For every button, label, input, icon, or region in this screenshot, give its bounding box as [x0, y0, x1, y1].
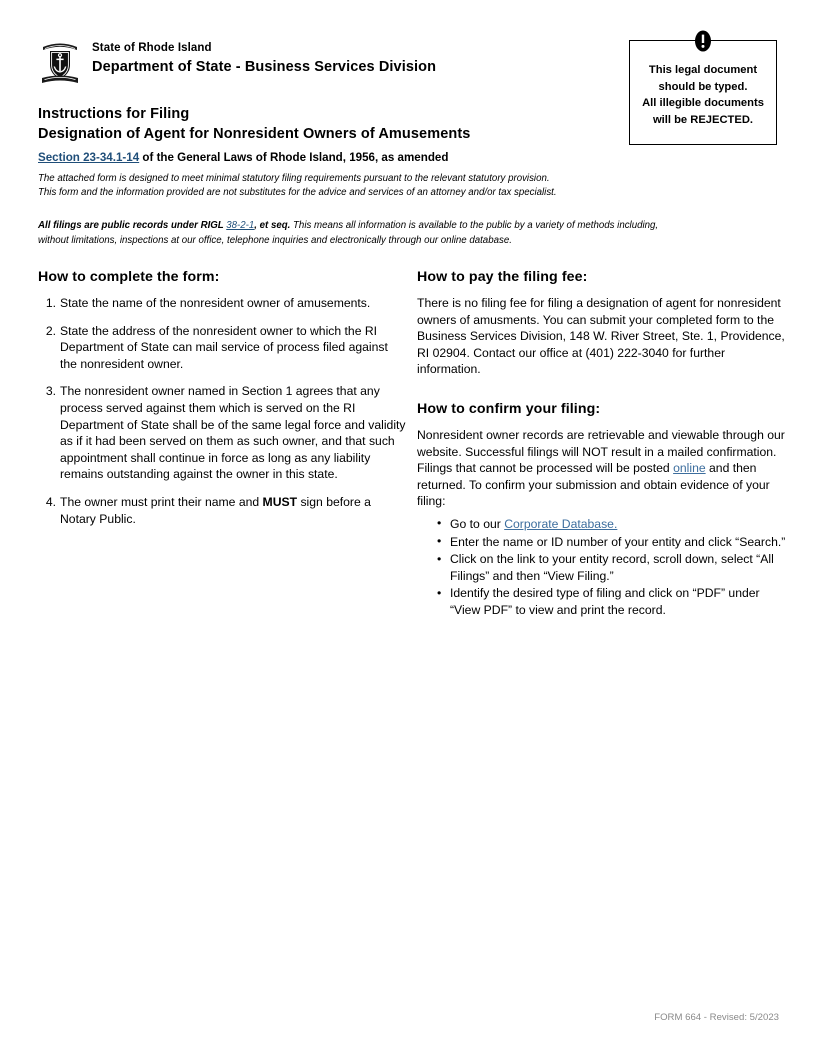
title-line-1: Instructions for Filing: [38, 106, 190, 122]
list-item-text: State the name of the nonresident owner of amusements.: [60, 296, 371, 310]
list-item-number: 2.: [45, 323, 56, 338]
list-item: [417, 534, 789, 551]
list-item-text-before: The owner must print their name and: [60, 494, 263, 509]
disclaimer: [38, 172, 658, 199]
bullet-icon: •: [437, 534, 442, 549]
confirm-filing-paragraph: [417, 427, 789, 510]
title-line-2: Designation of Agent for Nonresident Owners of Amusements: [38, 126, 471, 142]
corporate-database-link[interactable]: Corporate Database.: [504, 516, 618, 531]
confirm-filing-heading: How to confirm your filing:: [417, 400, 601, 417]
list-item-text-bold: MUST: [262, 494, 298, 509]
notice-text: [630, 62, 776, 128]
list-item: [38, 295, 408, 312]
complete-form-column: [38, 268, 408, 527]
list-item: [417, 551, 789, 584]
filing-fee-heading: How to pay the filing fee:: [417, 269, 588, 285]
rigl-link[interactable]: 38-2-1: [226, 220, 255, 231]
online-link[interactable]: online: [673, 461, 706, 476]
public-records-rest: This means all information is available to the public by a variety of methods including, without limitations, inspections at our office, telephone inquiries and electronically through our online database.: [38, 220, 659, 246]
disclaimer-line-2: This form and the information provided are not substitutes for the advice and services of an attorney and/or tax specialist.: [38, 186, 557, 198]
form-footer: FORM 664 - Revised: 5/2023: [654, 1012, 779, 1023]
public-records-bold-tail: , et seq.: [254, 220, 291, 231]
list-item: [38, 383, 408, 483]
confirm-para-after: and then returned. To confirm your submission and obtain evidence of your filing:: [417, 461, 770, 509]
complete-form-heading: How to complete the form:: [38, 269, 220, 285]
list-item-number: 3.: [45, 384, 56, 399]
complete-form-list: [38, 295, 408, 527]
masthead: [38, 38, 436, 86]
fee-and-confirm-column: [417, 268, 789, 620]
filing-fee-paragraph: There is no filing fee for filing a designation of agent for nonresident owners of amusments. You can submit your completed form to the Business Services Division, 148 W. River Street, Ste. 1, Providence, RI 02904. Contact our office at (401) 222-3040 for further information.: [417, 296, 785, 377]
bullet-icon: •: [437, 551, 442, 566]
department-name: Department of State - Business Services Division: [92, 59, 437, 75]
notice-line-4: will be REJECTED.: [652, 113, 754, 126]
notice-line-1: This legal document: [648, 64, 758, 76]
confirm-para-before: Nonresident owner records are retrievable and viewable through our website. Successful filings will NOT result in a mailed confirmation. Filings that cannot be processed will be posted: [417, 427, 785, 476]
bullet-icon: •: [437, 516, 442, 531]
statute-citation-rest: of the General Laws of Rhode Island, 1956, as amended: [139, 151, 449, 164]
disclaimer-line-1: The attached form is designed to meet minimal statutory filing requirements pursuant to the relevant statutory provision.: [38, 173, 550, 184]
list-item-text: State the address of the nonresident owner to which the RI Department of State can mail service of process filed against the nonresident owner.: [60, 323, 388, 371]
public-records-notice: [38, 219, 688, 248]
list-item: [38, 494, 408, 527]
list-item-text-after: sign before a Notary Public.: [60, 494, 371, 526]
notice-line-3: All illegible documents: [642, 97, 764, 109]
notice-line-2: should be typed.: [658, 80, 748, 93]
legal-document-notice-box: [629, 40, 777, 145]
exclamation-circle-icon: [694, 30, 712, 52]
list-item: [417, 516, 789, 533]
list-item-text: Identify the desired type of filing and click on “PDF” under “View PDF” to view and print the record.: [450, 586, 760, 617]
list-item: [417, 585, 789, 618]
list-item-text: Enter the name or ID number of your entity and click “Search.”: [450, 534, 786, 549]
page-title: [38, 104, 618, 144]
statute-citation: [38, 150, 448, 165]
list-item-text: Click on the link to your entity record, scroll down, select “All Filings” and then “View Filing.”: [450, 552, 774, 583]
rhode-island-state-seal-icon: [38, 38, 82, 86]
list-item-text: The nonresident owner named in Section 1 agrees that any process served against them which is served on the RI Department of State shall be of the same legal force and validity as if it had been served on them as such owner, and that such appointment shall continue in force as long as any liability remains outstanding against the owner in this state.: [60, 384, 406, 482]
confirm-filing-steps: [417, 516, 789, 619]
bullet-icon: •: [437, 585, 442, 600]
masthead-text: [92, 38, 436, 77]
state-name: State of Rhode Island: [92, 42, 212, 54]
list-item: [38, 323, 408, 373]
public-records-bold-lead: All filings are public records under RIGL: [38, 220, 227, 231]
list-item-number: 4.: [45, 494, 56, 509]
statute-link[interactable]: Section 23-34.1-14: [38, 151, 140, 164]
list-item-number: 1.: [45, 296, 56, 310]
list-item-text: Go to our: [450, 516, 505, 531]
